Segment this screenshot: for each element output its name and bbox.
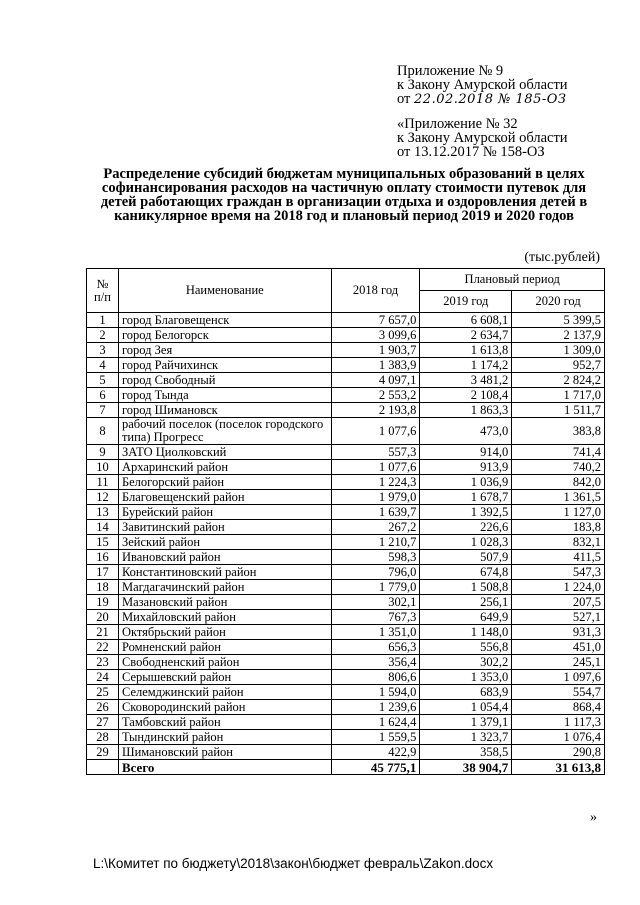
row-value-2018: 422,9 bbox=[331, 745, 420, 760]
row-value-2018: 1 779,0 bbox=[331, 580, 420, 595]
row-number: 29 bbox=[87, 745, 119, 760]
row-number: 15 bbox=[87, 535, 119, 550]
row-value-2020: 245,1 bbox=[512, 655, 605, 670]
table-row bbox=[87, 388, 605, 403]
row-name: город Зея bbox=[118, 343, 331, 358]
row-number: 5 bbox=[87, 373, 119, 388]
row-number: 18 bbox=[87, 580, 119, 595]
row-value-2018: 1 594,0 bbox=[331, 685, 420, 700]
table-row bbox=[87, 403, 605, 418]
row-value-2020: 740,2 bbox=[512, 460, 605, 475]
table-row bbox=[87, 730, 605, 745]
row-number: 17 bbox=[87, 565, 119, 580]
row-value-2018: 2 193,8 bbox=[331, 403, 420, 418]
row-value-2020: 832,1 bbox=[512, 535, 605, 550]
row-value-2020: 2 824,2 bbox=[512, 373, 605, 388]
appendix-new-block bbox=[397, 64, 568, 107]
total-number-cell bbox=[87, 760, 119, 775]
row-value-2020: 383,8 bbox=[512, 418, 605, 445]
row-value-2020: 5 399,5 bbox=[512, 313, 605, 328]
total-row bbox=[87, 760, 605, 775]
row-value-2018: 4 097,1 bbox=[331, 373, 420, 388]
row-value-2018: 1 224,3 bbox=[331, 475, 420, 490]
table-row bbox=[87, 550, 605, 565]
appendix-new-number: Приложение № 9 bbox=[397, 63, 504, 79]
row-value-2020: 554,7 bbox=[512, 685, 605, 700]
total-label: Всего bbox=[118, 760, 331, 775]
row-value-2020: 183,8 bbox=[512, 520, 605, 535]
row-value-2020: 952,7 bbox=[512, 358, 605, 373]
row-value-2019: 1 028,3 bbox=[420, 535, 512, 550]
row-number: 23 bbox=[87, 655, 119, 670]
row-value-2019: 1 613,8 bbox=[420, 343, 512, 358]
row-number: 11 bbox=[87, 475, 119, 490]
row-value-2018: 557,3 bbox=[331, 445, 420, 460]
row-value-2018: 302,1 bbox=[331, 595, 420, 610]
row-value-2020: 1 224,0 bbox=[512, 580, 605, 595]
appendix-new-date-line bbox=[397, 92, 568, 107]
table-row bbox=[87, 640, 605, 655]
row-value-2019: 1 054,4 bbox=[420, 700, 512, 715]
row-value-2019: 1 148,0 bbox=[420, 625, 512, 640]
table-row bbox=[87, 490, 605, 505]
row-number: 26 bbox=[87, 700, 119, 715]
row-value-2019: 913,9 bbox=[420, 460, 512, 475]
appendix-old-law: к Закону Амурской области bbox=[397, 130, 568, 146]
row-value-2019: 1 392,5 bbox=[420, 505, 512, 520]
row-value-2018: 796,0 bbox=[331, 565, 420, 580]
row-value-2018: 7 657,0 bbox=[331, 313, 420, 328]
row-value-2020: 1 117,3 bbox=[512, 715, 605, 730]
row-value-2020: 290,8 bbox=[512, 745, 605, 760]
row-number: 7 bbox=[87, 403, 119, 418]
row-value-2019: 2 108,4 bbox=[420, 388, 512, 403]
row-name: Октябрьский район bbox=[118, 625, 331, 640]
header-2019: 2019 год bbox=[420, 291, 512, 313]
row-name: город Свободный bbox=[118, 373, 331, 388]
row-value-2019: 556,8 bbox=[420, 640, 512, 655]
row-value-2018: 598,3 bbox=[331, 550, 420, 565]
row-name: Магдагачинский район bbox=[118, 580, 331, 595]
row-number: 9 bbox=[87, 445, 119, 460]
row-value-2020: 1 076,4 bbox=[512, 730, 605, 745]
appendix-old-date: от 13.12.2017 № 158-ОЗ bbox=[397, 144, 545, 160]
row-value-2019: 914,0 bbox=[420, 445, 512, 460]
total-2020: 31 613,8 bbox=[512, 760, 605, 775]
row-name: Свободненский район bbox=[118, 655, 331, 670]
row-name: Михайловский район bbox=[118, 610, 331, 625]
row-number: 16 bbox=[87, 550, 119, 565]
row-name: город Шимановск bbox=[118, 403, 331, 418]
row-value-2020: 842,0 bbox=[512, 475, 605, 490]
table-row bbox=[87, 535, 605, 550]
total-2019: 38 904,7 bbox=[420, 760, 512, 775]
row-value-2019: 1 863,3 bbox=[420, 403, 512, 418]
row-value-2018: 1 077,6 bbox=[331, 460, 420, 475]
row-number: 28 bbox=[87, 730, 119, 745]
row-value-2020: 207,5 bbox=[512, 595, 605, 610]
row-value-2018: 767,3 bbox=[331, 610, 420, 625]
table-row bbox=[87, 670, 605, 685]
row-number: 20 bbox=[87, 610, 119, 625]
row-name: Селемджинский район bbox=[118, 685, 331, 700]
row-name: Серышевский район bbox=[118, 670, 331, 685]
table-row bbox=[87, 715, 605, 730]
row-name: Бурейский район bbox=[118, 505, 331, 520]
row-value-2018: 1 639,7 bbox=[331, 505, 420, 520]
row-name: Зейский район bbox=[118, 535, 331, 550]
units-label: (тыс.рублей) bbox=[524, 250, 600, 265]
row-number: 6 bbox=[87, 388, 119, 403]
table-row bbox=[87, 373, 605, 388]
row-value-2019: 674,8 bbox=[420, 565, 512, 580]
row-value-2018: 1 624,4 bbox=[331, 715, 420, 730]
row-value-2019: 302,2 bbox=[420, 655, 512, 670]
appendix-old-block bbox=[397, 117, 568, 159]
row-value-2018: 356,4 bbox=[331, 655, 420, 670]
table-row bbox=[87, 328, 605, 343]
row-value-2019: 6 608,1 bbox=[420, 313, 512, 328]
row-value-2019: 507,9 bbox=[420, 550, 512, 565]
row-number: 4 bbox=[87, 358, 119, 373]
table-row bbox=[87, 520, 605, 535]
row-value-2018: 1 559,5 bbox=[331, 730, 420, 745]
row-name: Белогорский район bbox=[118, 475, 331, 490]
row-number: 8 bbox=[87, 418, 119, 445]
row-number: 21 bbox=[87, 625, 119, 640]
row-value-2019: 1 323,7 bbox=[420, 730, 512, 745]
header-2018: 2018 год bbox=[331, 269, 420, 313]
row-number: 14 bbox=[87, 520, 119, 535]
table-row bbox=[87, 610, 605, 625]
row-number: 27 bbox=[87, 715, 119, 730]
header-plan-period: Плановый период bbox=[420, 269, 605, 291]
table-row bbox=[87, 655, 605, 670]
row-value-2020: 2 137,9 bbox=[512, 328, 605, 343]
row-value-2020: 1 511,7 bbox=[512, 403, 605, 418]
row-value-2018: 1 351,0 bbox=[331, 625, 420, 640]
row-value-2018: 656,3 bbox=[331, 640, 420, 655]
row-value-2019: 1 174,2 bbox=[420, 358, 512, 373]
table-row bbox=[87, 625, 605, 640]
row-value-2018: 1 979,0 bbox=[331, 490, 420, 505]
row-value-2020: 1 717,0 bbox=[512, 388, 605, 403]
row-name: город Райчихинск bbox=[118, 358, 331, 373]
row-number: 22 bbox=[87, 640, 119, 655]
row-value-2019: 226,6 bbox=[420, 520, 512, 535]
row-value-2018: 1 239,6 bbox=[331, 700, 420, 715]
row-name: Архаринский район bbox=[118, 460, 331, 475]
row-value-2019: 1 353,0 bbox=[420, 670, 512, 685]
row-value-2019: 473,0 bbox=[420, 418, 512, 445]
subsidy-table bbox=[86, 268, 605, 775]
table-row bbox=[87, 445, 605, 460]
table-row bbox=[87, 358, 605, 373]
row-name: Завитинский район bbox=[118, 520, 331, 535]
footer-file-path: L:\Комитет по бюджету\2018\закон\бюджет февраль\Zakon.docx bbox=[93, 856, 494, 871]
handwritten-date-number: 22.02.2018 № 185-ОЗ bbox=[414, 92, 567, 107]
row-value-2019: 358,5 bbox=[420, 745, 512, 760]
table-row bbox=[87, 580, 605, 595]
row-value-2020: 1 127,0 bbox=[512, 505, 605, 520]
row-value-2018: 2 553,2 bbox=[331, 388, 420, 403]
row-value-2018: 1 210,7 bbox=[331, 535, 420, 550]
appendix-new-date-prefix: от bbox=[397, 91, 411, 107]
row-value-2018: 1 077,6 bbox=[331, 418, 420, 445]
table-row bbox=[87, 505, 605, 520]
row-name: город Благовещенск bbox=[118, 313, 331, 328]
header-num: № п/п bbox=[87, 269, 119, 313]
row-value-2020: 741,4 bbox=[512, 445, 605, 460]
row-value-2020: 1 309,0 bbox=[512, 343, 605, 358]
row-number: 3 bbox=[87, 343, 119, 358]
row-value-2019: 1 379,1 bbox=[420, 715, 512, 730]
row-number: 24 bbox=[87, 670, 119, 685]
row-value-2018: 806,6 bbox=[331, 670, 420, 685]
table-row bbox=[87, 313, 605, 328]
row-value-2018: 267,2 bbox=[331, 520, 420, 535]
row-value-2018: 1 383,9 bbox=[331, 358, 420, 373]
row-value-2020: 868,4 bbox=[512, 700, 605, 715]
row-value-2018: 3 099,6 bbox=[331, 328, 420, 343]
table-row bbox=[87, 685, 605, 700]
header-name: Наименование bbox=[118, 269, 331, 313]
row-value-2019: 1 678,7 bbox=[420, 490, 512, 505]
row-value-2019: 683,9 bbox=[420, 685, 512, 700]
row-value-2020: 931,3 bbox=[512, 625, 605, 640]
row-value-2020: 1 361,5 bbox=[512, 490, 605, 505]
header-2020: 2020 год bbox=[512, 291, 605, 313]
table-row bbox=[87, 595, 605, 610]
table-row bbox=[87, 460, 605, 475]
row-name: Благовещенский район bbox=[118, 490, 331, 505]
row-name: Тындинский район bbox=[118, 730, 331, 745]
appendix-new-law: к Закону Амурской области bbox=[397, 77, 568, 93]
row-number: 19 bbox=[87, 595, 119, 610]
row-number: 2 bbox=[87, 328, 119, 343]
table-row bbox=[87, 745, 605, 760]
row-number: 25 bbox=[87, 685, 119, 700]
table-row bbox=[87, 565, 605, 580]
row-name: Константиновский район bbox=[118, 565, 331, 580]
row-name: город Белогорск bbox=[118, 328, 331, 343]
row-value-2020: 411,5 bbox=[512, 550, 605, 565]
closing-quote: » bbox=[590, 810, 597, 825]
table-row bbox=[87, 475, 605, 490]
row-name: Шимановский район bbox=[118, 745, 331, 760]
row-name: Мазановский район bbox=[118, 595, 331, 610]
row-value-2019: 2 634,7 bbox=[420, 328, 512, 343]
row-value-2020: 527,1 bbox=[512, 610, 605, 625]
row-number: 10 bbox=[87, 460, 119, 475]
document-title: Распределение субсидий бюджетам муниципальных образований в целях софинансирования расходов на частичную оплату стоимости путевок для детей работающих граждан в организации отдыха и оздоровления детей в каникулярное время на 2018 год и плановый период 2019 и 2020 годов bbox=[100, 166, 588, 224]
row-number: 13 bbox=[87, 505, 119, 520]
row-name: Сковородинский район bbox=[118, 700, 331, 715]
table-body bbox=[87, 313, 605, 775]
row-number: 1 bbox=[87, 313, 119, 328]
row-value-2019: 3 481,2 bbox=[420, 373, 512, 388]
row-name: город Тында bbox=[118, 388, 331, 403]
row-name: ЗАТО Циолковский bbox=[118, 445, 331, 460]
row-number: 12 bbox=[87, 490, 119, 505]
row-value-2020: 451,0 bbox=[512, 640, 605, 655]
table-row bbox=[87, 343, 605, 358]
row-name: Ромненский район bbox=[118, 640, 331, 655]
row-value-2018: 1 903,7 bbox=[331, 343, 420, 358]
row-value-2019: 256,1 bbox=[420, 595, 512, 610]
row-name: рабочий поселок (поселок городского типа) Прогресс bbox=[118, 418, 331, 445]
row-value-2019: 1 508,8 bbox=[420, 580, 512, 595]
table-row bbox=[87, 418, 605, 445]
table-row bbox=[87, 700, 605, 715]
row-value-2019: 1 036,9 bbox=[420, 475, 512, 490]
row-value-2019: 649,9 bbox=[420, 610, 512, 625]
row-value-2020: 1 097,6 bbox=[512, 670, 605, 685]
row-name: Тамбовский район bbox=[118, 715, 331, 730]
appendix-old-number: «Приложение № 32 bbox=[397, 116, 518, 132]
row-name: Ивановский район bbox=[118, 550, 331, 565]
row-value-2020: 547,3 bbox=[512, 565, 605, 580]
total-2018: 45 775,1 bbox=[331, 760, 420, 775]
